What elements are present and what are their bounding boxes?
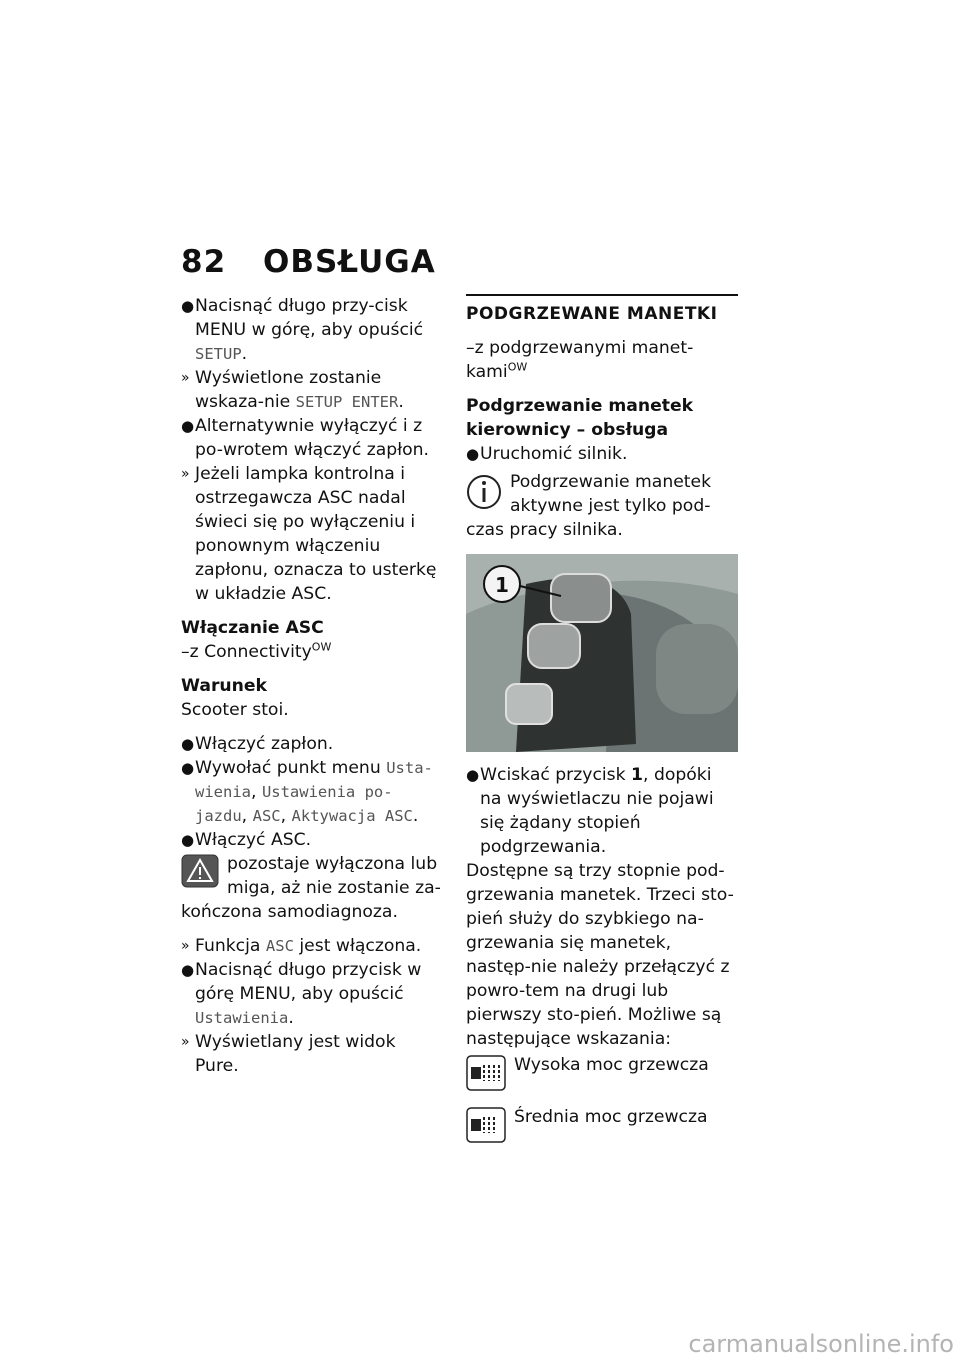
paragraph: Dostępne są trzy stopnie pod-grzewania manetek. Trzeci sto-pień służy do szybkiego na-grzewania się manetek, następ-nie należy przełączyć z powro-tem na drugi lub pierwszy sto-pień. Możliwe są następujące wskazania: [466,861,734,1049]
heading-asc: Włączanie ASC [181,618,324,638]
heading-condition: Warunek [181,676,267,696]
list-item: ● Uruchomić silnik. [466,444,628,464]
warning-note: pozostaje wyłączona lub miga, aż nie zostanie za-kończona samodiagnoza. [181,854,441,922]
result-item: » Wyświetlany jest widok Pure. [181,1032,396,1076]
bullet-icon: ● [181,417,195,435]
result-arrow-icon: » [181,370,190,386]
bullet-icon: ● [466,766,480,784]
section-title: PODGRZEWANE MANETKI [466,304,718,324]
list-item: ● Alternatywnie wyłączyć i z po-wrotem włączyć zapłon. [181,416,429,460]
bullet-icon: ● [181,831,195,849]
result-item: » Jeżeli lampka kontrolna i ostrzegawcza ASC nadal świeci się po wyłączeniu i ponownym włączeniu zapłonu, oznacza to usterkę w układzie ASC. [181,464,437,604]
heat-medium-icon [466,1107,506,1143]
result-item: » Funkcja ASC jest włączona. [181,936,422,956]
info-note: Podgrzewanie manetek aktywne jest tylko pod-czas pracy silnika. [466,472,712,540]
result-arrow-icon: » [181,938,190,954]
option-note: –z podgrzewanymi manet-kami$^{OW}$ [466,338,694,382]
list-item: ● Nacisnąć długo przy-cisk MENU w górę, aby opuścić SETUP. [181,296,424,364]
list-item: ● Nacisnąć długo przycisk w górę MENU, aby opuścić Ustawienia. [181,960,422,1028]
heated-grip-photo [466,554,738,752]
left-column [181,294,441,1078]
condition-text: Scooter stoi. [181,700,289,720]
heat-high-icon [466,1055,506,1091]
list-item: ● Wywołać punkt menu Usta-wienia, Ustawienia po-jazdu, ASC, Aktywacja ASC. [181,758,433,826]
right-column [466,294,738,1143]
page-title: OBSŁUGA [263,244,436,280]
indicator-high: Wysoka moc grzewcza [466,1053,738,1077]
asc-warning-icon [181,854,219,888]
indicator-medium: Średnia moc grzewcza [466,1105,738,1129]
heading-operation: Podgrzewanie manetek kierownicy – obsługa [466,396,694,440]
result-item: » Wyświetlone zostanie wskaza-nie SETUP ENTER. [181,368,404,412]
bullet-icon: ● [181,297,195,315]
bullet-icon: ● [181,735,195,753]
result-arrow-icon: » [181,466,190,482]
page-number: 82 [181,244,227,280]
section-divider [466,294,738,296]
list-item: ● Włączyć zapłon. [181,734,334,754]
result-arrow-icon: » [181,1034,190,1050]
callout-1-label: 1 [495,573,509,597]
info-icon [466,472,502,512]
watermark: carmanualsonline.info [688,1330,954,1358]
page-header [181,244,436,280]
option-note: –z Connectivity$^{OW}$ [181,640,332,662]
bullet-icon: ● [466,445,480,463]
list-item: ● Włączyć ASC. [181,830,312,850]
bullet-icon: ● [181,961,195,979]
bullet-icon: ● [181,759,195,777]
list-item: ● Wciskać przycisk 1, dopóki na wyświetlaczu nie pojawi się żądany stopień podgrzewania. [466,765,714,857]
